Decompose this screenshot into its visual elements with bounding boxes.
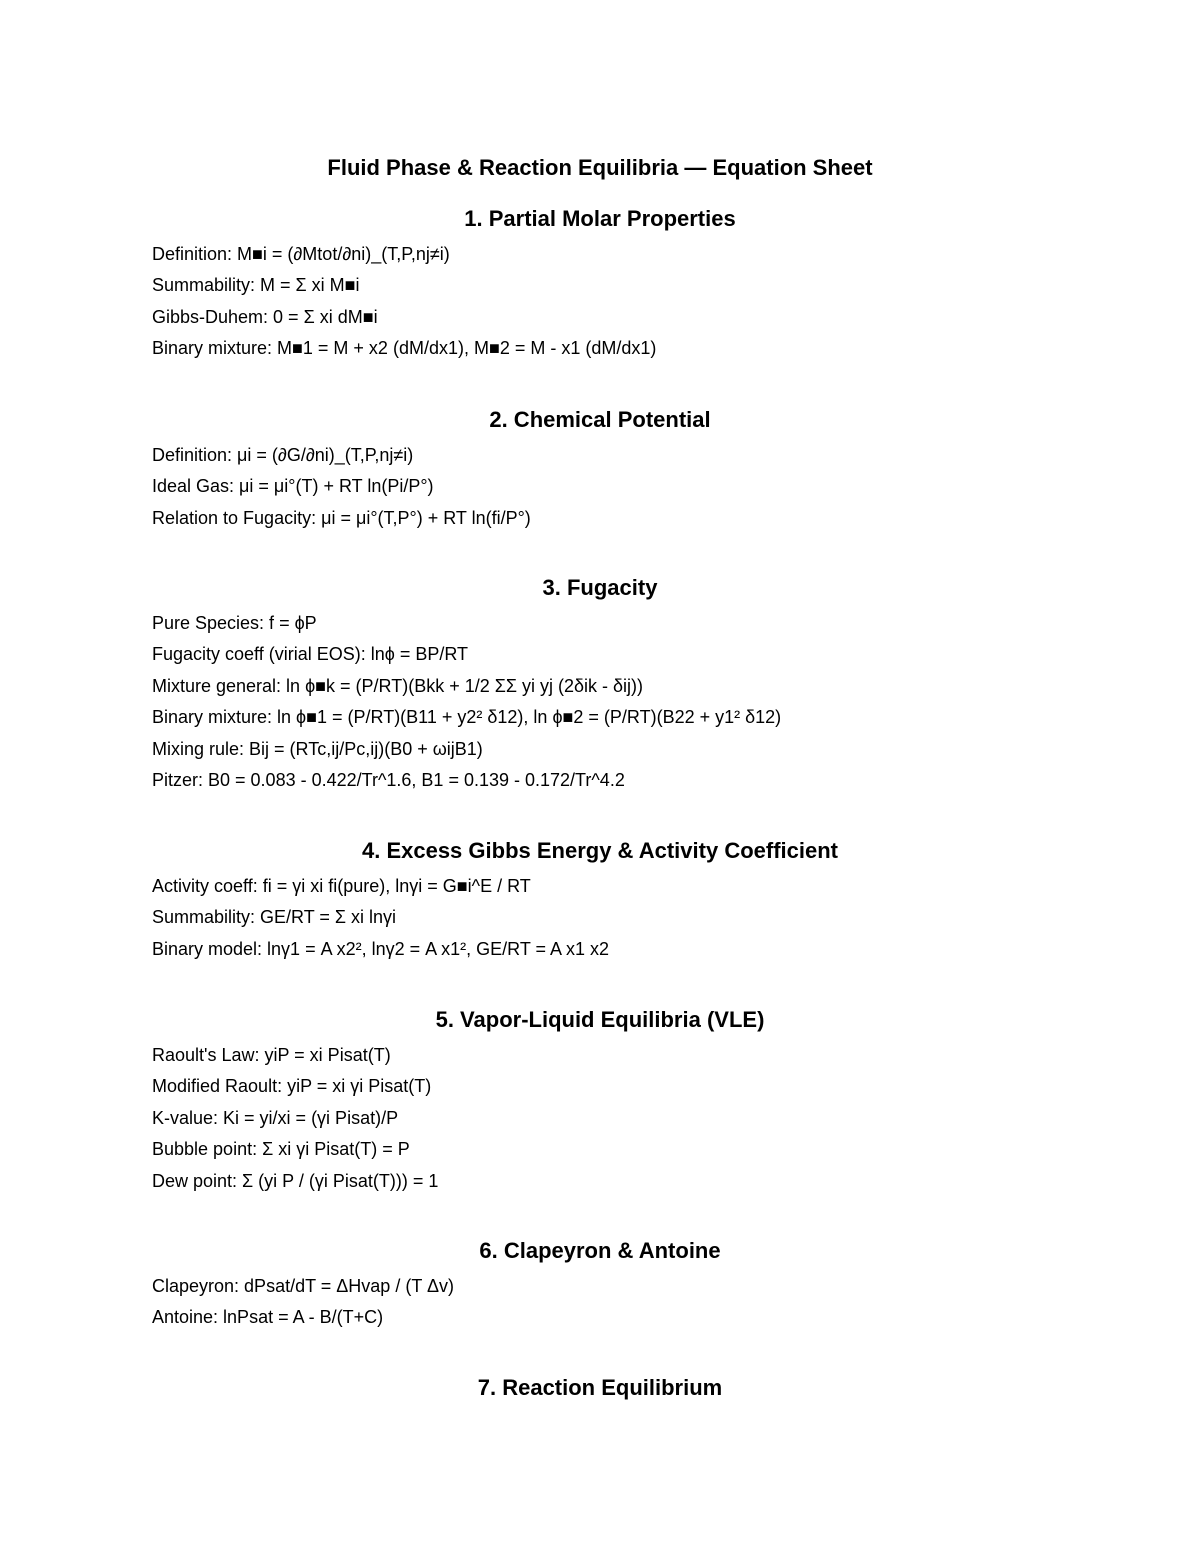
equation-line: K-value: Ki = yi/xi = (γi Pisat)/P [152, 1107, 399, 1128]
equation-list [152, 239, 1048, 365]
equation-line: Mixing rule: Bij = (RTc,ij/Pc,ij)(B0 + ωijB1) [152, 738, 483, 759]
equation-line: Binary mixture: M■1 = M + x2 (dM/dx1), M■2 = M - x1 (dM/dx1) [152, 338, 657, 359]
equation-line: Definition: μi = (∂G/∂ni)_(T,P,nj≠i) [152, 445, 414, 465]
section-chemical-potential [152, 404, 1048, 534]
section-heading: 1. Partial Molar Properties [464, 206, 736, 231]
equation-line: Pitzer: B0 = 0.083 - 0.422/Tr^1.6, B1 = 0.139 - 0.172/Tr^4.2 [152, 769, 625, 790]
section-reaction-equilibrium [152, 1372, 1048, 1408]
equation-line: Modified Raoult: yiP = xi γi Pisat(T) [152, 1076, 432, 1097]
section-heading: 3. Fugacity [542, 575, 658, 600]
section-heading: 5. Vapor-Liquid Equilibria (VLE) [435, 1007, 765, 1032]
equation-line: Binary mixture: ln ϕ■1 = (P/RT)(B11 + y2² δ12), ln ϕ■2 = (P/RT)(B22 + y1² δ12) [152, 707, 782, 728]
equation-line: Summability: M = Σ xi M■i [152, 275, 360, 296]
equation-line: Definition: M■i = (∂Mtot/∂ni)_(T,P,nj≠i) [152, 244, 450, 264]
section-heading: 6. Clapeyron & Antoine [479, 1238, 721, 1263]
equation-line: Relation to Fugacity: μi = μi°(T,P°) + RT ln(fi/P°) [152, 507, 531, 528]
equation-line: Raoult's Law: yiP = xi Pisat(T) [152, 1045, 391, 1065]
equation-line: Gibbs-Duhem: 0 = Σ xi dM■i [152, 306, 378, 327]
equation-line: Binary model: lnγ1 = A x2², lnγ2 = A x1², GE/RT = A x1 x2 [152, 938, 610, 959]
section-heading: 2. Chemical Potential [489, 407, 711, 432]
equation-list [152, 608, 1048, 796]
section-heading: 7. Reaction Equilibrium [477, 1375, 723, 1400]
section-heading: 4. Excess Gibbs Energy & Activity Coefficient [361, 838, 838, 863]
equation-line: Summability: GE/RT = Σ xi lnγi [152, 907, 397, 928]
equation-line: Bubble point: Σ xi γi Pisat(T) = P [152, 1139, 410, 1160]
equation-line: Activity coeff: fi = γi xi fi(pure), lnγi = G■i^E / RT [152, 876, 531, 896]
section-vapor-liquid-equilibria [152, 1004, 1048, 1197]
equation-line: Ideal Gas: μi = μi°(T) + RT ln(Pi/P°) [152, 476, 434, 497]
equation-line: Mixture general: ln ϕ■k = (P/RT)(Bkk + 1/2 ΣΣ yi yj (2δik - δij)) [152, 675, 644, 696]
equation-line: Pure Species: f = ϕP [152, 613, 317, 633]
document-title: Fluid Phase & Reaction Equilibria — Equation Sheet [327, 155, 873, 180]
equation-line: Antoine: lnPsat = A - B/(T+C) [152, 1307, 384, 1328]
equation-line: Fugacity coeff (virial EOS): lnϕ = BP/RT [152, 644, 469, 665]
equation-list [152, 871, 1048, 965]
section-clapeyron-antoine [152, 1235, 1048, 1334]
section-fugacity [152, 572, 1048, 796]
equation-line: Dew point: Σ (yi P / (γi Pisat(T))) = 1 [152, 1170, 439, 1191]
equation-list [152, 1040, 1048, 1197]
equation-list [152, 440, 1048, 534]
section-partial-molar-properties [152, 203, 1048, 365]
equation-line: Clapeyron: dPsat/dT = ΔHvap / (T Δv) [152, 1276, 455, 1296]
equation-list [152, 1271, 1048, 1334]
section-excess-gibbs-energy [152, 835, 1048, 965]
